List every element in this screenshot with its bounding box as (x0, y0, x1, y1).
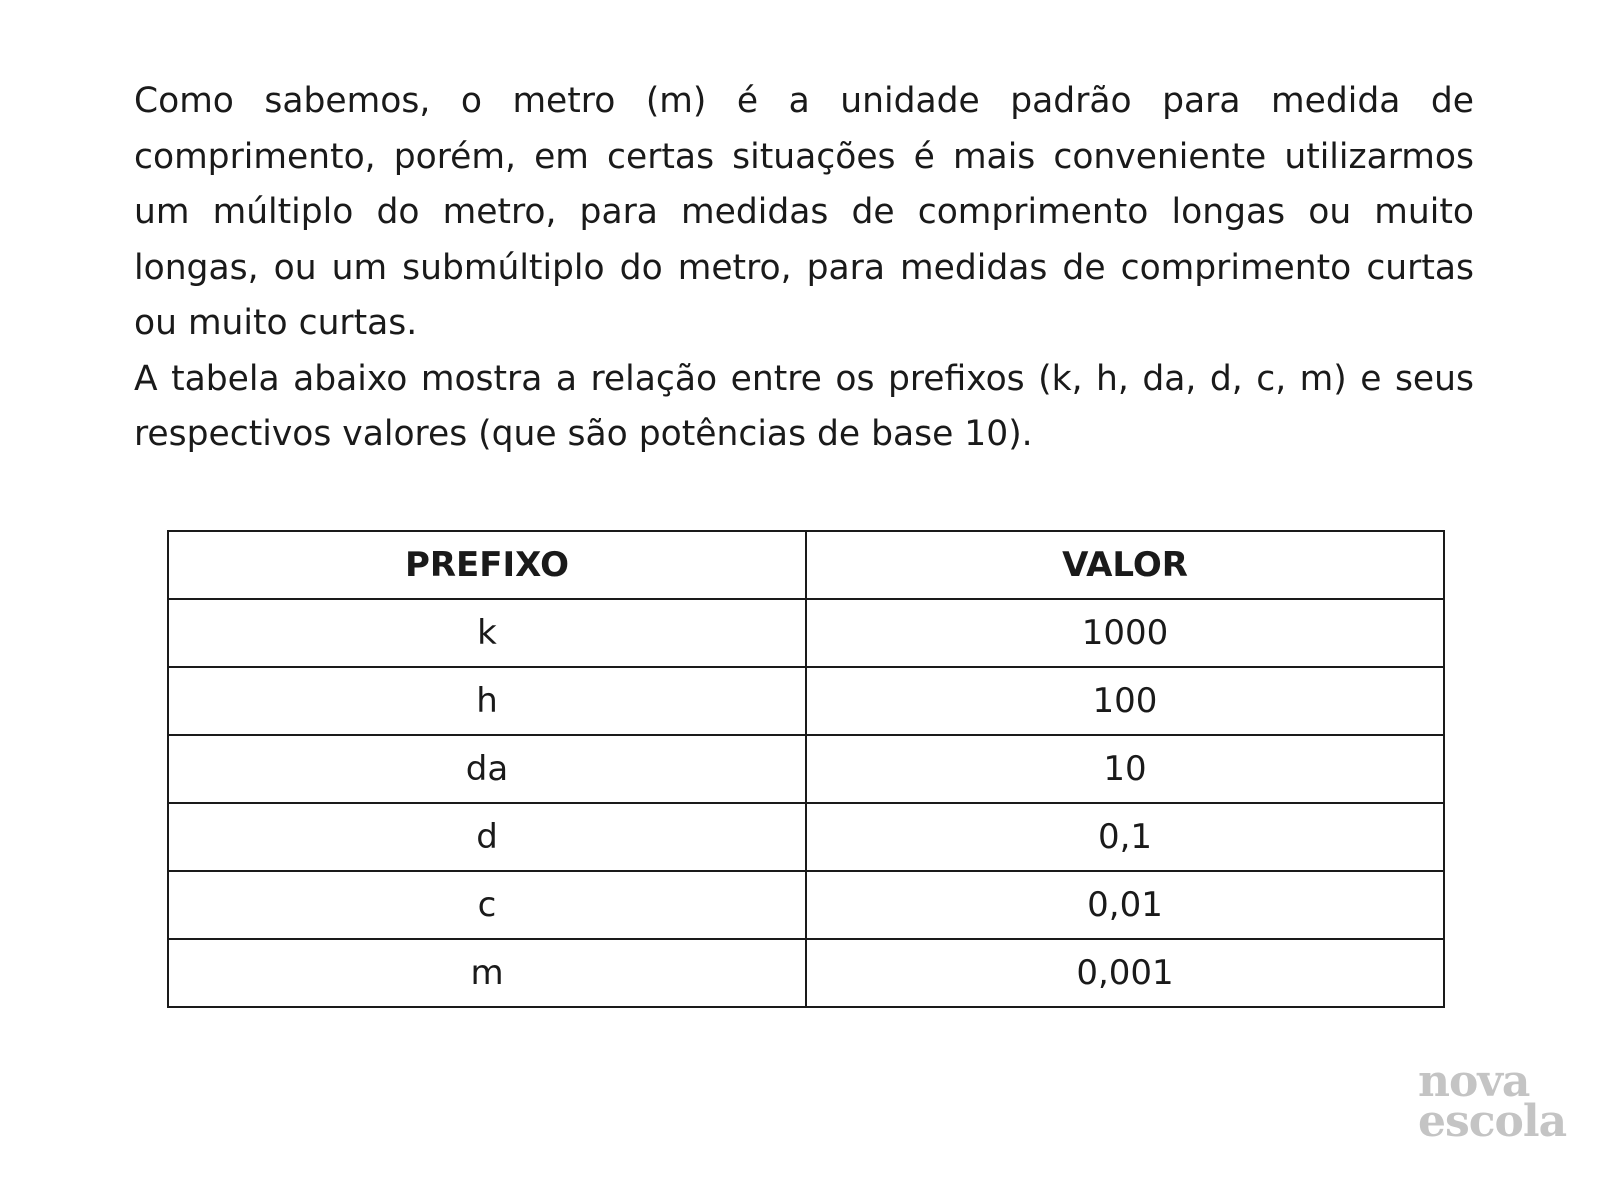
table-row (168, 939, 1444, 1007)
table-header-row (168, 531, 1444, 599)
header-prefixo: PREFIXO (168, 531, 806, 599)
table-row (168, 871, 1444, 939)
intro-text (134, 74, 1474, 463)
table-row (168, 599, 1444, 667)
table-row (168, 803, 1444, 871)
header-valor: VALOR (806, 531, 1444, 599)
prefix-table (167, 530, 1445, 1008)
cell-value: 0,1 (806, 803, 1444, 871)
cell-prefix: d (168, 803, 806, 871)
cell-prefix: h (168, 667, 806, 735)
cell-prefix: c (168, 871, 806, 939)
table-row (168, 735, 1444, 803)
cell-value: 0,01 (806, 871, 1444, 939)
cell-value: 0,001 (806, 939, 1444, 1007)
cell-prefix: k (168, 599, 806, 667)
logo-line-nova: nova (1418, 1056, 1530, 1107)
paragraph-intro: Como sabemos, o metro (m) é a unidade padrão para medida de comprimento, porém, em certas situações é mais conveniente utilizarmos um múltiplo do metro, para medidas de comprimento longas ou muito longas, ou um submúltiplo do metro, para medidas de comprimento curtas ou muito curtas. (134, 81, 1474, 343)
paragraph-table-intro: A tabela abaixo mostra a relação entre os prefixos (k, h, da, d, c, m) e seus respectivos valores (que são potências de base 10). (134, 358, 1474, 454)
cell-value: 100 (806, 667, 1444, 735)
nova-escola-logo (1418, 1056, 1578, 1147)
cell-prefix: da (168, 735, 806, 803)
logo-line-escola: escola (1418, 1096, 1567, 1147)
cell-value: 10 (806, 735, 1444, 803)
cell-prefix: m (168, 939, 806, 1007)
prefix-table-container (167, 530, 1445, 1008)
table-row (168, 667, 1444, 735)
cell-value: 1000 (806, 599, 1444, 667)
